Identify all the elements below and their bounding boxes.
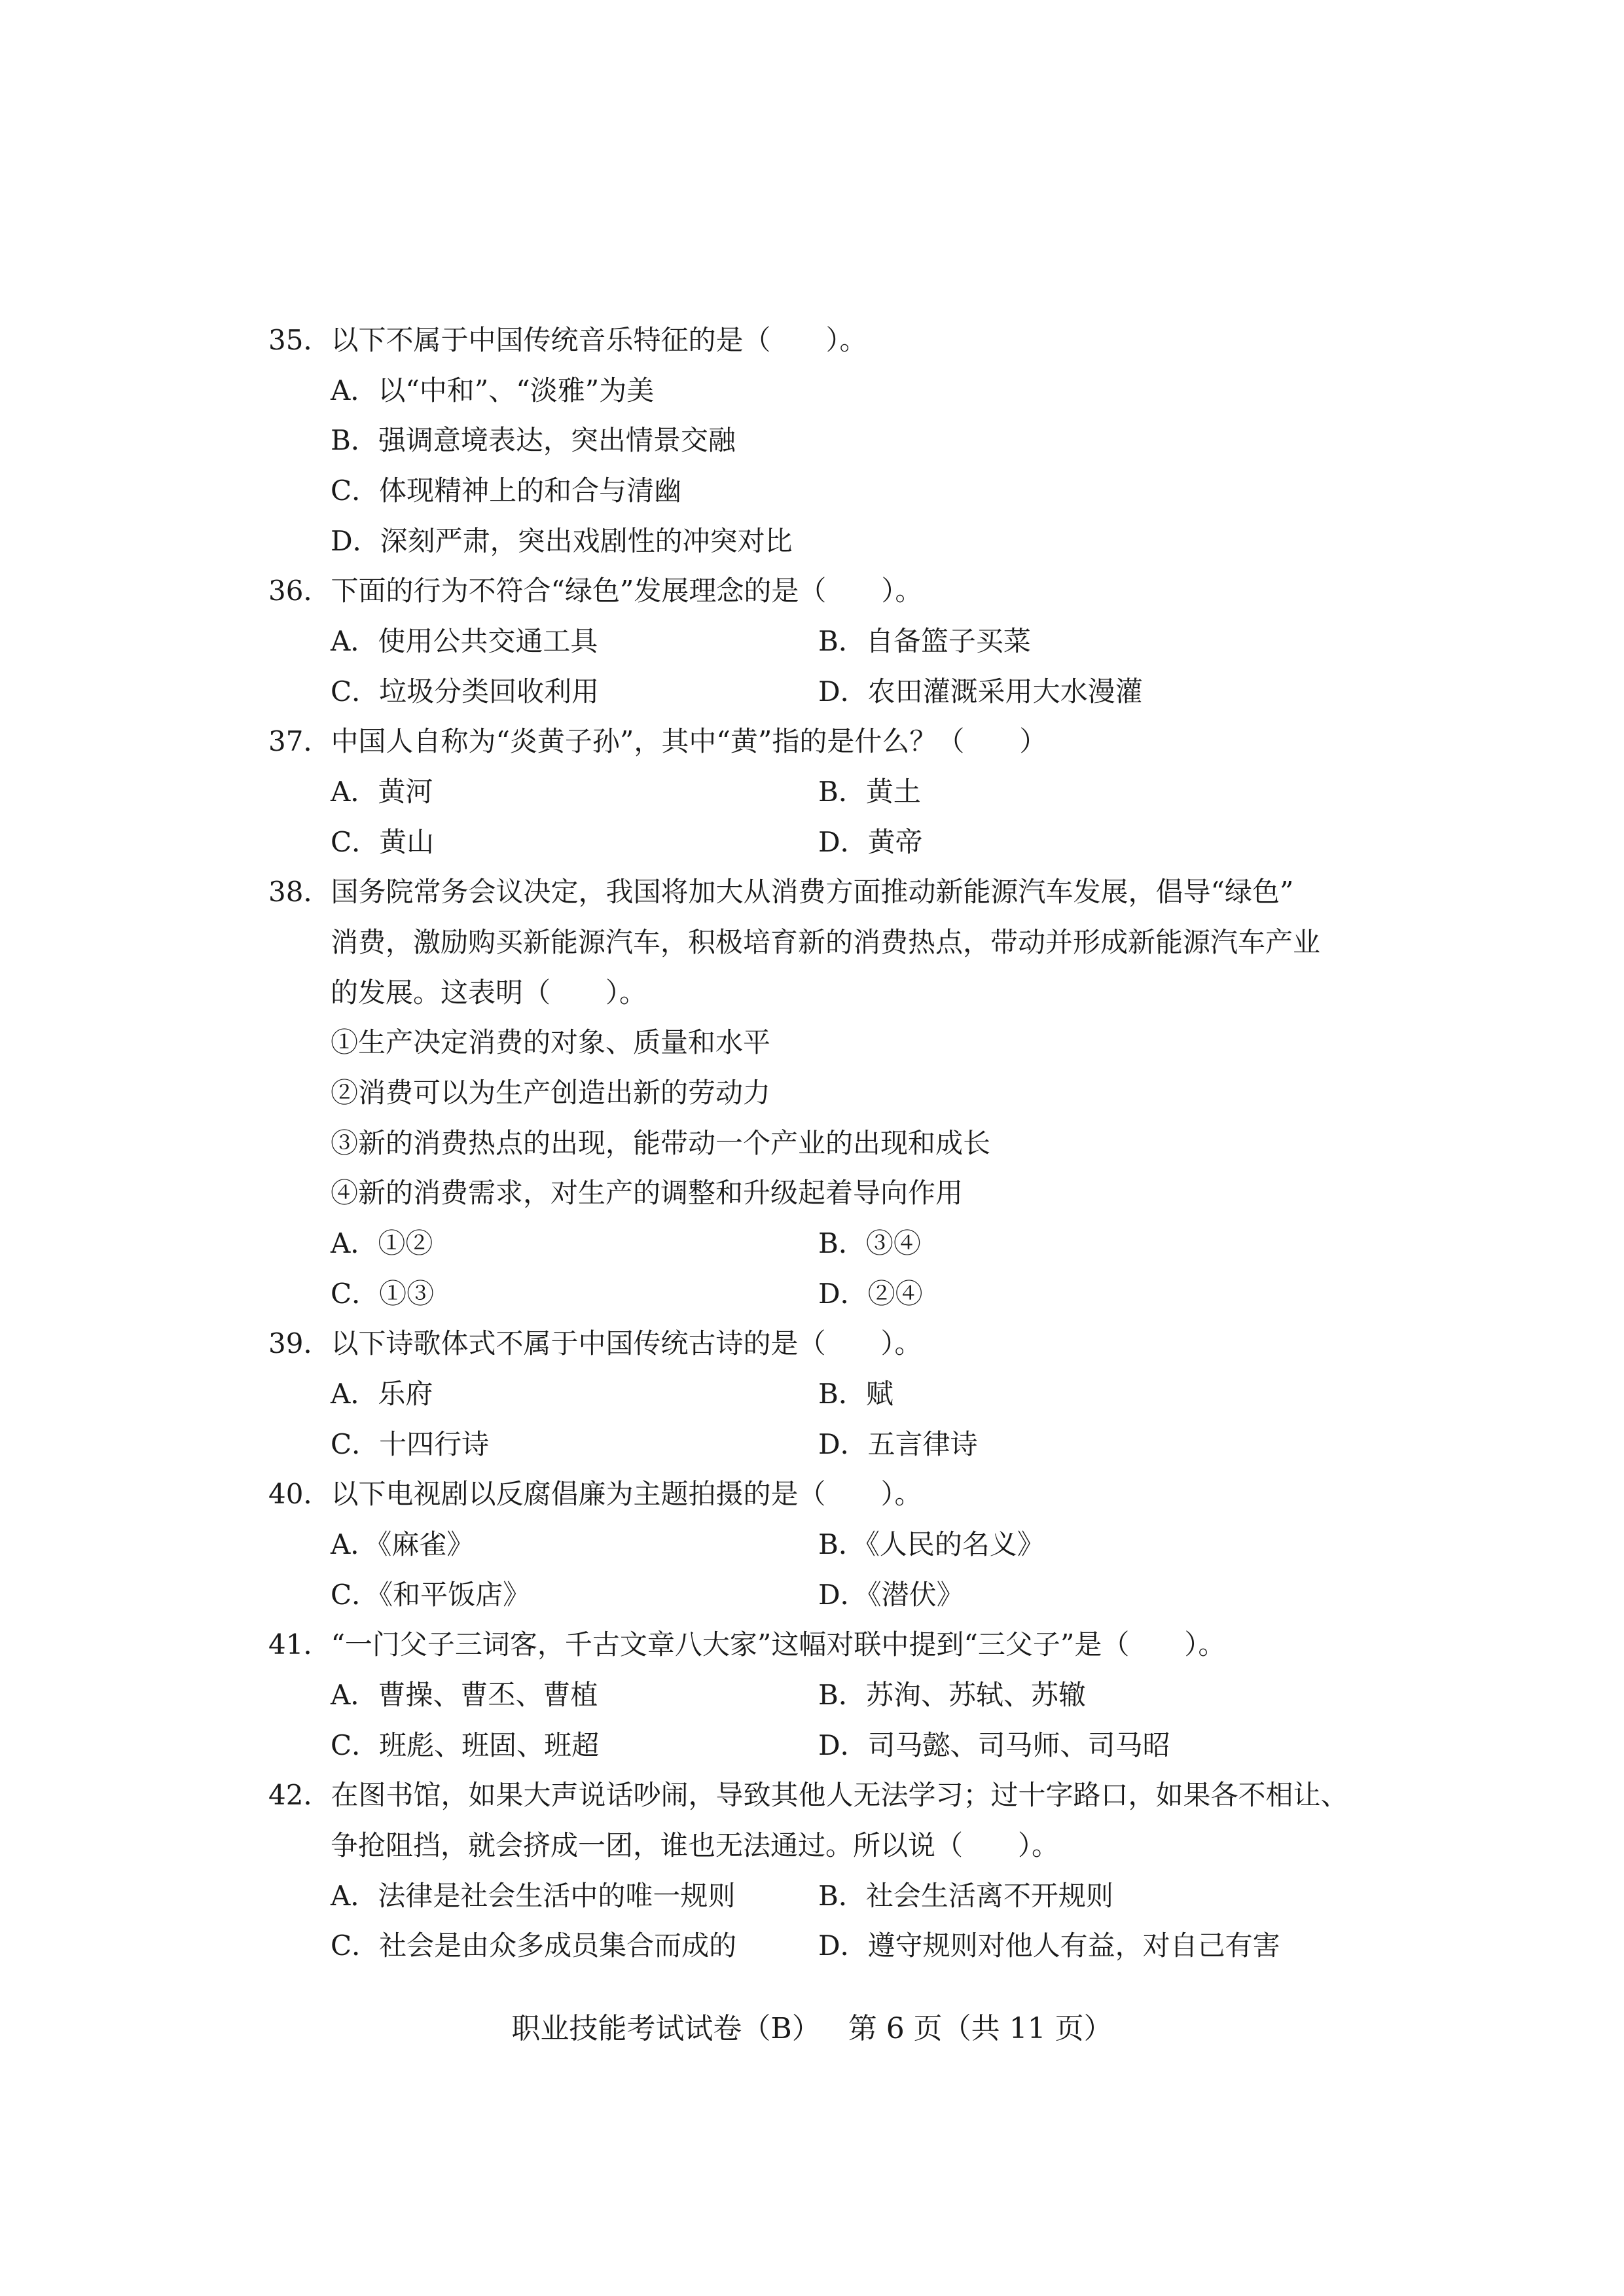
- question-35-option-c: C．体现精神上的和合与清幽: [331, 475, 682, 507]
- question-35-option-a: A．以“中和”、“淡雅”为美: [331, 374, 655, 406]
- question-38-option-c: C．①③: [331, 1278, 435, 1310]
- question-36-option-a: A．使用公共交通工具: [331, 625, 598, 657]
- question-37-option-c: C．黄山: [331, 826, 435, 858]
- question-38-stem-line1: 38．国务院常务会议决定，我国将加大从消费方面推动新能源汽车发展，倡导“绿色”: [268, 876, 1294, 908]
- question-42-stem-line2: 争抢阻挡，就会挤成一团，谁也无法通过。所以说（ ）。: [331, 1829, 1060, 1861]
- question-41-option-c: C．班彪、班固、班超: [331, 1729, 600, 1761]
- question-38-statement-1: ①生产决定消费的对象、质量和水平: [331, 1026, 771, 1058]
- question-35-option-b: B．强调意境表达，突出情景交融: [331, 424, 736, 456]
- question-37-option-d: D．黄帝: [818, 826, 923, 858]
- question-40-option-a: A．《麻雀》: [331, 1528, 475, 1560]
- question-38-statement-4: ④新的消费需求，对生产的调整和升级起着导向作用: [331, 1177, 964, 1209]
- question-41-option-d: D．司马懿、司马师、司马昭: [818, 1729, 1170, 1761]
- question-40-stem: 40．以下电视剧以反腐倡廉为主题拍摄的是（ ）。: [268, 1478, 922, 1510]
- question-39-option-b: B．赋: [818, 1378, 893, 1410]
- question-39-stem: 39．以下诗歌体式不属于中国传统古诗的是（ ）。: [268, 1327, 922, 1359]
- question-38-option-b: B．③④: [818, 1227, 921, 1259]
- question-41-option-b: B．苏洵、苏轼、苏辙: [818, 1679, 1086, 1711]
- question-38-statement-2: ②消费可以为生产创造出新的劳动力: [331, 1077, 771, 1109]
- question-39-option-c: C．十四行诗: [331, 1428, 490, 1460]
- question-39-option-d: D．五言律诗: [818, 1428, 978, 1460]
- question-42-option-a: A．法律是社会生活中的唯一规则: [331, 1880, 736, 1912]
- question-41-stem: 41．“一门父子三词客，千古文章八大家”这幅对联中提到“三父子”是（ ）。: [268, 1628, 1226, 1660]
- question-37-stem: 37．中国人自称为“炎黄子孙”，其中“黄”指的是什么？（ ）: [268, 725, 1047, 757]
- question-37-option-a: A．黄河: [331, 776, 433, 808]
- question-39-option-a: A．乐府: [331, 1378, 433, 1410]
- question-42-option-d: D．遵守规则对他人有益，对自己有害: [818, 1929, 1280, 1962]
- question-36-option-b: B．自备篮子买菜: [818, 625, 1031, 657]
- page-footer: [0, 2009, 1624, 2049]
- question-35-option-d: D．深刻严肃，突出戏剧性的冲突对比: [331, 525, 793, 557]
- question-38-statement-3: ③新的消费热点的出现，能带动一个产业的出现和成长: [331, 1127, 991, 1159]
- question-42-stem-line1: 42．在图书馆，如果大声说话吵闹，导致其他人无法学习；过十字路口，如果各不相让、: [268, 1779, 1348, 1811]
- question-37-option-b: B．黄土: [818, 776, 921, 808]
- question-42-option-c: C．社会是由众多成员集合而成的: [331, 1929, 737, 1962]
- question-40-option-d: D．《潜伏》: [818, 1579, 964, 1611]
- question-35-stem: 35．以下不属于中国传统音乐特征的是（ ）。: [268, 324, 867, 356]
- question-42-option-b: B．社会生活离不开规则: [818, 1880, 1113, 1912]
- question-38-option-d: D．②④: [818, 1278, 923, 1310]
- question-40-option-b: B．《人民的名义》: [818, 1528, 1045, 1560]
- question-36-option-c: C．垃圾分类回收利用: [331, 675, 600, 708]
- question-36-option-d: D．农田灌溉采用大水漫灌: [818, 675, 1143, 708]
- question-38-stem-line3: 的发展。这表明（ ）。: [331, 977, 647, 1009]
- question-41-option-a: A．曹操、曹丕、曹植: [331, 1679, 598, 1711]
- question-38-option-a: A．①②: [331, 1227, 433, 1259]
- question-40-option-c: C．《和平饭店》: [331, 1579, 531, 1611]
- exam-title: 职业技能考试试卷（B）: [511, 2012, 821, 2045]
- question-38-stem-line2: 消费，激励购买新能源汽车，积极培育新的消费热点，带动并形成新能源汽车产业: [331, 926, 1321, 958]
- page-info: 第 6 页（共 11 页）: [848, 2012, 1113, 2045]
- question-36-stem: 36．下面的行为不符合“绿色”发展理念的是（ ）。: [268, 575, 923, 607]
